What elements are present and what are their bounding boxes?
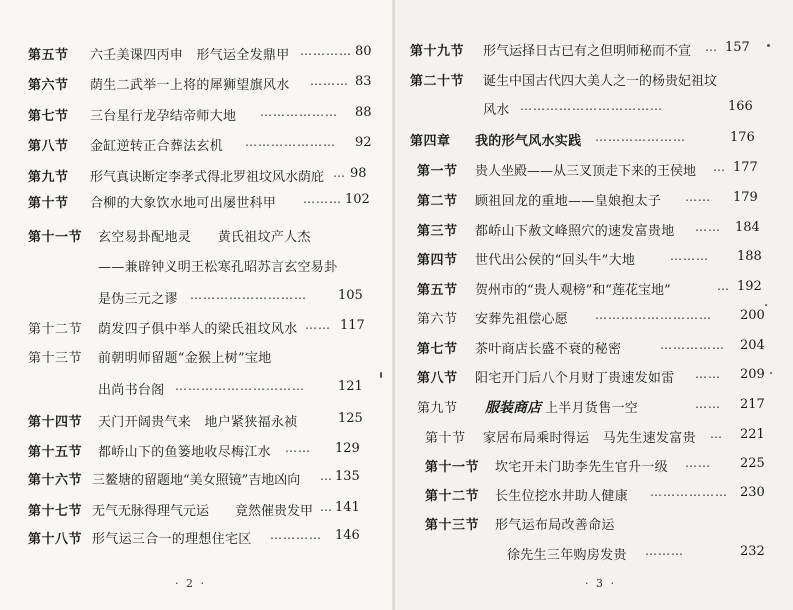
entry-title: 合柳的大象饮水地可出屡世科甲 xyxy=(90,196,277,211)
section-label: 第四节 xyxy=(417,253,458,268)
entry-title: 顾祖回龙的重地——皇娘抱太子 xyxy=(475,194,662,209)
toc-entry[interactable] xyxy=(395,220,793,238)
scan-speck xyxy=(765,304,767,306)
leader-dots: ……… xyxy=(310,74,349,88)
toc-entry[interactable] xyxy=(0,226,395,244)
leader-dots: … xyxy=(320,469,333,483)
chapter-label: 第四章 xyxy=(410,134,451,149)
toc-entry[interactable] xyxy=(395,279,793,297)
entry-title: 出尚书台阁 xyxy=(98,383,165,398)
toc-entry[interactable] xyxy=(395,485,793,503)
page-number: 225 xyxy=(740,456,765,471)
toc-entry[interactable] xyxy=(395,427,793,445)
leader-dots: ………………… xyxy=(245,135,336,149)
section-label: 第八节 xyxy=(28,139,69,154)
entry-title: 家居布局乘时得运 马先生速发富贵 xyxy=(483,431,696,446)
toc-entry[interactable] xyxy=(395,40,793,58)
toc-entry[interactable] xyxy=(395,190,793,208)
toc-entry-continuation xyxy=(395,544,793,562)
entry-title: 荫发四子俱中举人的梁氏祖坟风水 xyxy=(98,322,298,337)
toc-entry[interactable] xyxy=(0,166,395,184)
leader-dots: …… xyxy=(685,456,711,470)
section-label: 第二十节 xyxy=(410,74,465,89)
page-number: 117 xyxy=(340,318,365,333)
section-label: 第五节 xyxy=(28,48,69,63)
toc-entry[interactable] xyxy=(0,74,395,92)
page-number: 204 xyxy=(740,338,765,353)
toc-entry[interactable] xyxy=(0,105,395,123)
page-number: 121 xyxy=(338,379,363,394)
entry-title: 长生位挖水井助人健康 xyxy=(495,489,629,504)
section-label: 第三节 xyxy=(417,224,458,239)
entry-title: 安葬先祖偿心愿 xyxy=(475,312,569,327)
entry-title: 形气真诀断定李孝式得北罗祖坟风水荫庇 xyxy=(90,170,325,185)
section-label: 第七节 xyxy=(417,342,458,357)
page-number: 102 xyxy=(345,192,370,207)
entry-title: 荫生二武举一上将的犀狮望旗风水 xyxy=(90,78,290,93)
toc-entry[interactable] xyxy=(0,44,395,62)
page-number: 209 xyxy=(740,367,765,382)
section-label: 第十七节 xyxy=(28,504,83,519)
entry-title: 形气运布局改善命运 xyxy=(495,518,615,533)
toc-entry[interactable] xyxy=(395,308,793,326)
leader-dots: ……………………… xyxy=(190,288,307,302)
page-number: 135 xyxy=(335,469,360,484)
leader-dots: … xyxy=(333,166,346,180)
section-label: 第十三节 xyxy=(28,351,83,366)
section-label: 第九节 xyxy=(417,401,458,416)
section-label: 第七节 xyxy=(28,109,69,124)
leader-dots: ……… xyxy=(670,249,709,263)
page-number: 92 xyxy=(355,135,372,150)
toc-entry-continuation xyxy=(0,288,395,306)
entry-title: 阳宅开门后八个月财丁贵速发如雷 xyxy=(475,371,675,386)
leader-dots: …… xyxy=(305,318,331,332)
leader-dots: ……………… xyxy=(260,105,338,119)
entry-title: 三台星行龙孕结帝师大地 xyxy=(90,109,237,124)
entry-title: 徐先生三年购房发贵 xyxy=(507,548,627,563)
entry-title: 上半月货售一空 xyxy=(545,401,639,416)
page-footer-number: · 3 · xyxy=(585,577,616,590)
page-number: 125 xyxy=(338,411,363,426)
toc-entry[interactable] xyxy=(0,411,395,429)
toc-entry[interactable] xyxy=(395,160,793,178)
section-label: 第六节 xyxy=(28,78,69,93)
entry-title: 贺州市的“贵人观榜”和“莲花宝地” xyxy=(475,283,671,298)
page-number: 200 xyxy=(740,308,765,323)
section-label: 第十三节 xyxy=(425,518,480,533)
entry-title: 贵人坐殿——从三叉顶走下来的王侯地 xyxy=(475,164,697,179)
page-number: 98 xyxy=(350,166,367,181)
section-label: 第六节 xyxy=(417,312,458,327)
leader-dots: …… xyxy=(685,190,711,204)
leader-dots: ……………………… xyxy=(595,308,712,322)
page-number: 83 xyxy=(355,74,372,89)
entry-title: ——兼辟钟义明王松寒孔昭苏言玄空易卦 xyxy=(98,260,338,275)
toc-entry[interactable] xyxy=(395,338,793,356)
toc-entry[interactable] xyxy=(395,367,793,385)
left-page xyxy=(0,0,395,610)
entry-title: 都峤山下的鱼篓地收尽梅江水 xyxy=(98,445,271,460)
section-label: 第十四节 xyxy=(28,415,83,430)
scan-speck xyxy=(767,44,770,47)
entry-title: 六壬美课四丙申 形气运全发鼎甲 xyxy=(90,48,290,63)
section-label: 第十二节 xyxy=(28,322,83,337)
page-number: 188 xyxy=(737,249,762,264)
toc-entry[interactable] xyxy=(395,397,793,415)
toc-entry[interactable] xyxy=(0,469,395,487)
toc-entry[interactable] xyxy=(0,500,395,518)
page-number: 105 xyxy=(338,288,363,303)
entry-title: 风水 xyxy=(483,103,510,118)
entry-title: 都峤山下赦文峰照穴的速发富贵地 xyxy=(475,224,675,239)
toc-entry[interactable] xyxy=(0,528,395,546)
leader-dots: ………………………… xyxy=(175,379,305,393)
scan-speck xyxy=(770,372,772,374)
toc-entry[interactable] xyxy=(395,456,793,474)
page-number: 88 xyxy=(355,105,372,120)
section-label: 第十节 xyxy=(28,196,69,211)
store-name-stamp: 服装商店 xyxy=(485,400,541,416)
section-label: 第十六节 xyxy=(28,473,83,488)
page-number: 221 xyxy=(740,427,765,442)
toc-entry[interactable] xyxy=(0,192,395,210)
page-number: 146 xyxy=(335,528,360,543)
entry-title: 天门开阔贵气来 地户紧狭福永祯 xyxy=(98,415,298,430)
chapter-title: 我的形气风水实践 xyxy=(475,134,582,149)
entry-title: 前朝明师留题“金猴上树”宝地 xyxy=(98,351,272,366)
leader-dots: ……………… xyxy=(650,485,728,499)
toc-entry-continuation xyxy=(0,379,395,397)
entry-title: 茶叶商店长盛不衰的秘密 xyxy=(475,342,622,357)
leader-dots: ……… xyxy=(645,544,684,558)
leader-dots: ………… xyxy=(270,528,322,542)
page-footer-number: · 2 · xyxy=(175,577,206,590)
entry-title: 三鳌塘的留题地“美女照镜”吉地凶向 xyxy=(92,473,301,488)
leader-dots: …… xyxy=(285,441,311,455)
page-number: 129 xyxy=(335,441,360,456)
entry-title: 形气运三合一的理想住宅区 xyxy=(92,532,252,547)
section-label: 第十二节 xyxy=(425,489,480,504)
leader-dots: … xyxy=(717,279,730,293)
section-label: 第二节 xyxy=(417,194,458,209)
toc-entry[interactable] xyxy=(395,514,793,532)
leader-dots: ………… xyxy=(300,44,352,58)
page-number: 230 xyxy=(740,485,765,500)
toc-entry-continuation xyxy=(395,99,793,117)
toc-entry[interactable] xyxy=(395,249,793,267)
entry-title: 无气无脉得理气元运 竟然催贵发甲 xyxy=(92,504,314,519)
section-label: 第十八节 xyxy=(28,532,83,547)
leader-dots: … xyxy=(710,427,723,441)
entry-title: 坎宅开未门助李先生官升一级 xyxy=(495,460,668,475)
section-label: 第五节 xyxy=(417,283,458,298)
toc-entry[interactable] xyxy=(0,318,395,336)
leader-dots: … xyxy=(705,40,718,54)
leader-dots: …… xyxy=(695,367,721,381)
leader-dots: ……… xyxy=(303,192,342,206)
toc-entry[interactable] xyxy=(0,135,395,153)
page-number: 157 xyxy=(725,40,750,55)
page-number: 177 xyxy=(733,160,758,175)
toc-entry[interactable] xyxy=(0,441,395,459)
toc-chapter[interactable] xyxy=(395,130,793,148)
section-label: 第八节 xyxy=(417,371,458,386)
entry-title: 诞生中国古代四大美人之一的杨贵妃祖坟 xyxy=(483,74,718,89)
toc-entry-continuation xyxy=(0,256,395,274)
leader-dots: …… xyxy=(695,397,721,411)
page-number: 176 xyxy=(730,130,755,145)
section-label: 第十一节 xyxy=(28,230,83,245)
entry-title: 金缸逆转正合葬法玄机 xyxy=(90,139,224,154)
page-number: 232 xyxy=(740,544,765,559)
leader-dots: … xyxy=(713,160,726,174)
scan-speck xyxy=(380,372,382,378)
entry-title: 是伪三元之谬 xyxy=(98,292,178,307)
page-number: 141 xyxy=(335,500,360,515)
entry-title: 世代出公侯的“回头牛”大地 xyxy=(475,253,636,268)
leader-dots: … xyxy=(320,500,333,514)
page-number: 80 xyxy=(355,44,372,59)
section-label: 第九节 xyxy=(28,170,69,185)
page-number: 184 xyxy=(735,220,760,235)
page-number: 217 xyxy=(740,397,765,412)
section-label: 第十节 xyxy=(425,431,466,446)
toc-entry[interactable] xyxy=(0,347,395,365)
page-number: 192 xyxy=(737,279,762,294)
page-number: 179 xyxy=(733,190,758,205)
leader-dots: …………… xyxy=(660,338,725,352)
right-page xyxy=(395,0,793,610)
section-label: 第十五节 xyxy=(28,445,83,460)
entry-title: 玄空易卦配地灵 黄氏祖坟产人杰 xyxy=(98,230,311,245)
entry-title: 形气运择日古已有之但明师秘而不宣 xyxy=(483,44,692,59)
leader-dots: ………………… xyxy=(595,130,686,144)
page-number: 166 xyxy=(728,99,753,114)
toc-entry[interactable] xyxy=(395,70,793,88)
leader-dots: …… xyxy=(695,220,721,234)
section-label: 第十九节 xyxy=(410,44,465,59)
section-label: 第十一节 xyxy=(425,460,480,475)
leader-dots: …………………………… xyxy=(520,99,663,113)
section-label: 第一节 xyxy=(417,164,458,179)
